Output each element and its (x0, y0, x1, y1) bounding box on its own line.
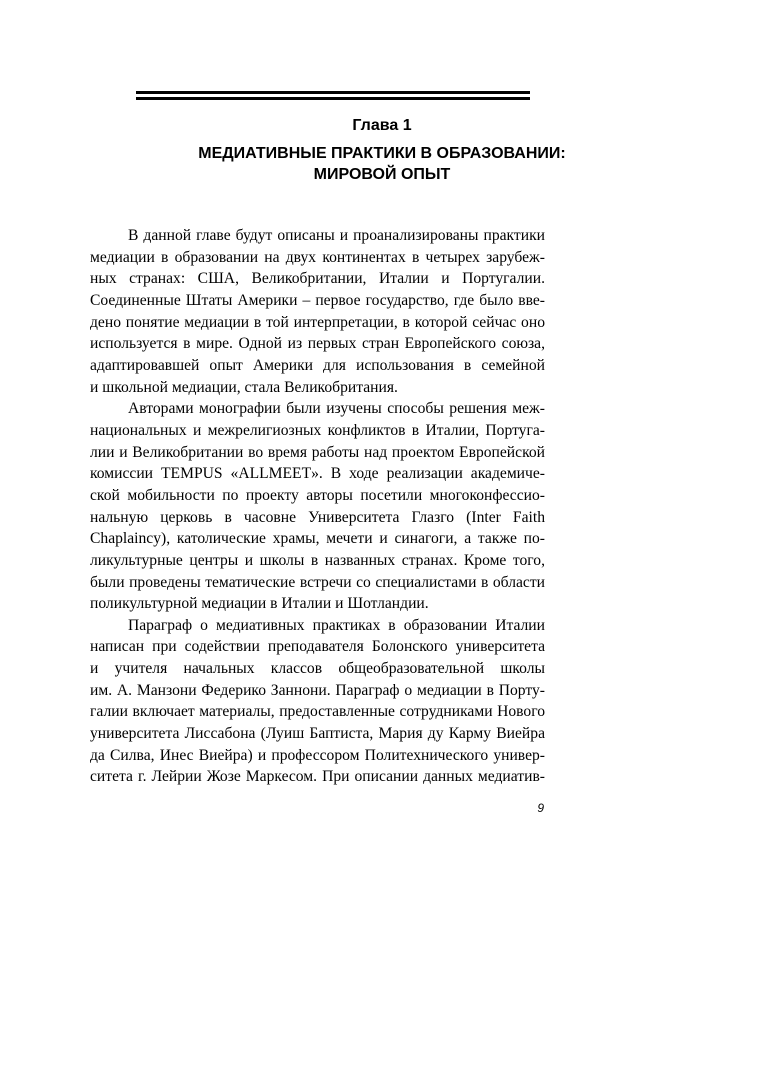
paragraph-1 (90, 225, 545, 398)
text-line: Параграф о медиативных практиках в образовании Италии (128, 616, 545, 634)
text-line: галии включает материалы, предоставленные сотрудниками Нового (90, 703, 545, 721)
text-line: используется в мире. Одной из первых стран Европейского союза, (90, 335, 545, 353)
chapter-title-line: МЕДИАТИВНЫЕ ПРАКТИКИ В ОБРАЗОВАНИИ: (198, 145, 566, 162)
paragraph-3 (90, 615, 545, 788)
text-line: и школьной медиации, стала Великобритания. (90, 378, 398, 396)
header-rule-bottom (136, 97, 530, 100)
text-line: ской мобильности по проекту авторы посетили многоконфессио- (90, 486, 545, 504)
text-line: ликультурные центры и школы в названных странах. Кроме того, (90, 551, 545, 569)
text-line: и учителя начальных классов общеобразовательной школы (90, 660, 545, 678)
body-text (90, 225, 545, 788)
text-line: университета Лиссабона (Луиш Баптиста, Мария ду Карму Виейра (90, 725, 545, 743)
chapter-title (100, 143, 664, 185)
text-line: были проведены тематические встречи со специалистами в области (90, 573, 545, 591)
chapter-title-line: МИРОВОЙ ОПЫТ (313, 166, 451, 183)
text-line: национальных и межрелигиозных конфликтов в Италии, Португа- (90, 421, 545, 439)
text-line: им. А. Манзони Федерико Заннони. Параграф о медиации в Порту- (90, 681, 545, 699)
text-line: Авторами монографии были изучены способы решения меж- (128, 400, 545, 418)
text-line: Chaplaincy), католические храмы, мечети и синагоги, а также по- (90, 530, 545, 548)
text-line: поликультурной медиации в Италии и Шотландии. (90, 595, 429, 613)
page-number: 9 (537, 801, 544, 815)
header-rule-top (136, 91, 530, 94)
text-line: написан при содействии преподавателя Болонского университета (90, 638, 545, 656)
text-line: ситета г. Лейрии Жозе Маркесом. При описании данных медиатив- (90, 768, 545, 786)
text-line: дено понятие медиации в той интерпретации, в которой сейчас оно (90, 313, 545, 331)
text-line: Соединенные Штаты Америки – первое государство, где было вве- (90, 291, 545, 309)
text-line: В данной главе будут описаны и проанализированы практики (128, 227, 545, 244)
text-line: медиации в образовании на двух континентах в четырех зарубеж- (90, 248, 545, 266)
text-line: адаптировавшей опыт Америки для использования в семейной (90, 356, 545, 374)
text-line: лии и Великобритании во время работы над проектом Европейской (90, 443, 545, 461)
paragraph-2 (90, 398, 545, 615)
text-line: нальную церковь в часовне Университета Глазго (Inter Faith (90, 508, 545, 526)
chapter-label: Глава 1 (352, 117, 412, 134)
text-line: ных странах: США, Великобритании, Италии и Португалии. (90, 270, 545, 288)
text-line: комиссии TEMPUS «ALLMEET». В ходе реализации академиче- (90, 465, 545, 483)
text-line: да Силва, Инес Виейра) и профессором Политехнического универ- (90, 746, 545, 764)
